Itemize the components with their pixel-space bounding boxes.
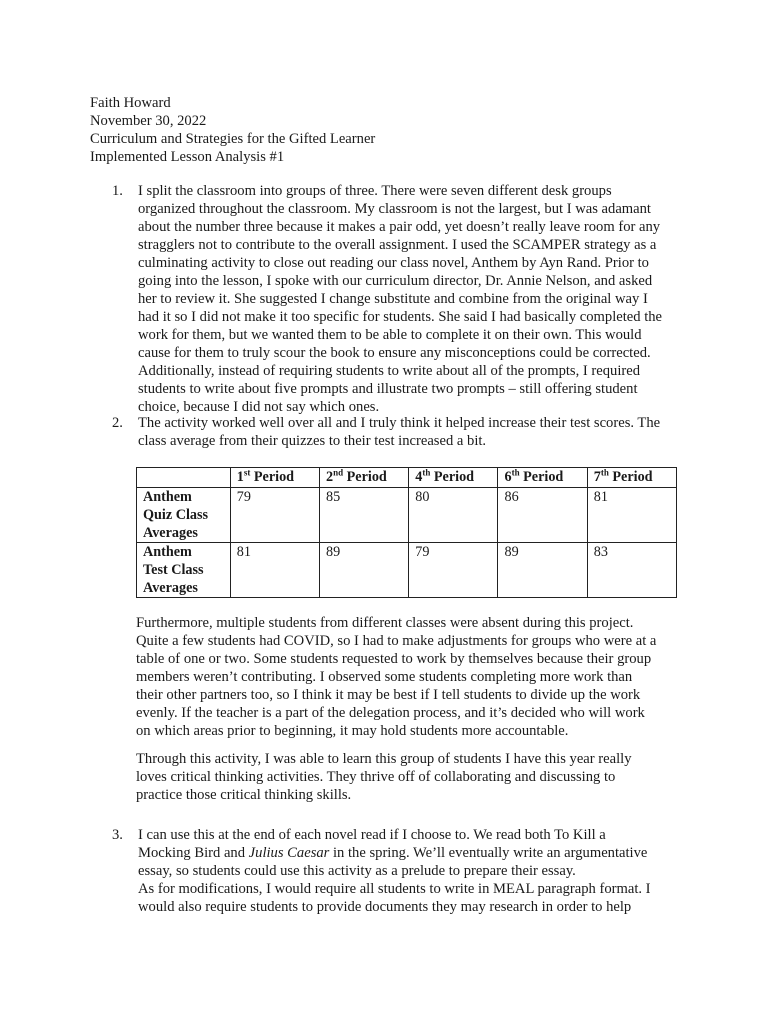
- book-title: Julius Caesar: [248, 845, 330, 861]
- text-line: her to review it. She suggested I change substitute and combine from the original way I: [138, 291, 648, 307]
- list-item-2: [112, 414, 682, 450]
- paragraph-learning: [136, 750, 681, 804]
- text-line: class average from their quizzes to their test increased a bit.: [138, 433, 487, 449]
- text-line: students to write about five prompts and illustrate two prompts – still offering student: [138, 381, 638, 397]
- text-line: stragglers not to contribute to the overall assignment. I used the SCAMPER strategy as a: [138, 237, 657, 253]
- text-line: would also require students to provide documents they may research in order to help: [138, 899, 632, 915]
- list-number: 3.: [112, 827, 123, 843]
- assignment-title: Implemented Lesson Analysis #1: [90, 149, 285, 165]
- text-line: loves critical thinking activities. They thrive off of collaborating and discussing to: [136, 769, 616, 785]
- text-line: practice those critical thinking skills.: [136, 787, 352, 803]
- text-line: The activity worked well over all and I truly think it helped increase their test scores. The: [138, 415, 661, 431]
- text-line: on which areas prior to beginning, it may hold students more accountable.: [136, 723, 569, 739]
- table-cell: 79: [409, 543, 498, 598]
- table-row: [137, 543, 677, 598]
- list-number: 2.: [112, 415, 123, 431]
- text-line: work for them, but we wanted them to be able to complete it on their own. This would: [138, 327, 642, 343]
- list-number: 1.: [112, 183, 123, 199]
- table-cell: 89: [498, 543, 587, 598]
- course-title: Curriculum and Strategies for the Gifted Learner: [90, 131, 376, 147]
- column-header: 1st Period: [230, 468, 319, 488]
- column-header: 6th Period: [498, 468, 587, 488]
- table-cell: 80: [409, 488, 498, 543]
- text-line: cause for them to truly scour the book to ensure any misconceptions could be corrected.: [138, 345, 651, 361]
- paragraph-absences: [136, 614, 681, 740]
- class-averages-table: [136, 467, 677, 598]
- table-cell: 89: [319, 543, 408, 598]
- table-row: [137, 488, 677, 543]
- text-line: table of one or two. Some students requested to work by themselves because their group: [136, 651, 652, 667]
- table-corner-cell: [137, 468, 231, 488]
- text-line: about the number three because it makes a pair odd, yet doesn’t really leave room for any: [138, 219, 661, 235]
- text-line: Mocking Bird and Julius Caesar in the spring. We’ll eventually write an argumentative: [138, 845, 648, 861]
- list-item-3: [112, 826, 682, 916]
- list-item-text: [138, 182, 682, 416]
- text-line: As for modifications, I would require all students to write in MEAL paragraph format. I: [138, 881, 651, 897]
- list-item-text: [138, 414, 682, 450]
- row-label: Anthem Test Class Averages: [137, 543, 231, 598]
- author-name: Faith Howard: [90, 95, 171, 111]
- text-line: I can use this at the end of each novel read if I choose to. We read both To Kill a: [138, 827, 606, 843]
- text-line: essay, so students could use this activity as a prelude to prepare their essay.: [138, 863, 576, 879]
- table-header-row: [137, 468, 677, 488]
- column-header: 4th Period: [409, 468, 498, 488]
- table-cell: 85: [319, 488, 408, 543]
- document-header: [90, 94, 375, 166]
- table-cell: 81: [587, 488, 676, 543]
- text-line: going into the lesson, I spoke with our curriculum director, Dr. Annie Nelson, and asked: [138, 273, 653, 289]
- text-line: Additionally, instead of requiring students to write about all of the prompts, I required: [138, 363, 641, 379]
- list-item-1: [112, 182, 682, 416]
- text-line: choice, because I did not say which ones.: [138, 399, 380, 415]
- table-cell: 81: [230, 543, 319, 598]
- text-line: Quite a few students had COVID, so I had to make adjustments for groups who were at a: [136, 633, 657, 649]
- text-line: members weren’t contributing. I observed some students completing more work than: [136, 669, 633, 685]
- column-header: 2nd Period: [319, 468, 408, 488]
- list-item-text: [138, 826, 682, 916]
- table-cell: 79: [230, 488, 319, 543]
- row-label: Anthem Quiz Class Averages: [137, 488, 231, 543]
- text-line: organized throughout the classroom. My classroom is not the largest, but I was adamant: [138, 201, 651, 217]
- text-line: their other partners too, so I think it may be best if I tell students to divide up the work: [136, 687, 641, 703]
- text-line: Through this activity, I was able to learn this group of students I have this year really: [136, 751, 632, 767]
- column-header: 7th Period: [587, 468, 676, 488]
- document-date: November 30, 2022: [90, 113, 207, 129]
- table-cell: 86: [498, 488, 587, 543]
- text-line: I split the classroom into groups of three. There were seven different desk groups: [138, 183, 612, 199]
- text-line: evenly. If the teacher is a part of the delegation process, and it’s decided who will work: [136, 705, 645, 721]
- text-line: Furthermore, multiple students from different classes were absent during this project.: [136, 615, 634, 631]
- text-line: culminating activity to close out reading our class novel, Anthem by Ayn Rand. Prior to: [138, 255, 649, 271]
- text-line: had it so I did not make it too specific for students. She said I had basically completed the: [138, 309, 663, 325]
- table-cell: 83: [587, 543, 676, 598]
